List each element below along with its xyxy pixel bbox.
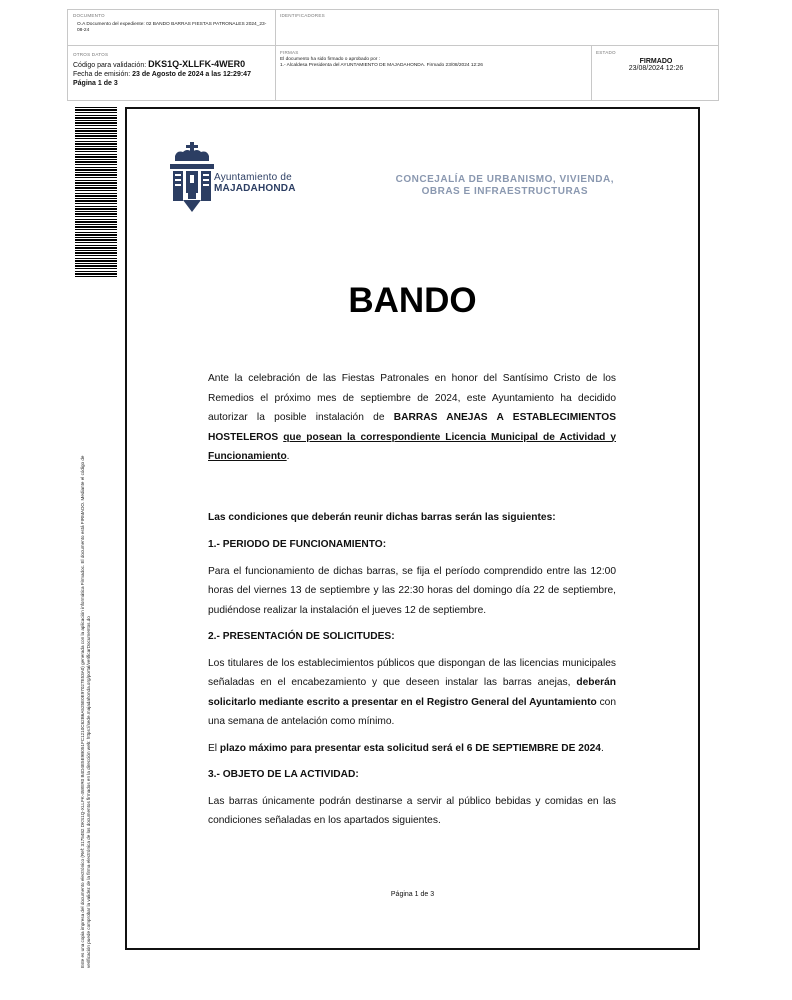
s2-bold1: deberán solicitarlo mediante escrito a presentar en el Registro General del Ayuntamiento bbox=[208, 677, 616, 708]
section3-title: 3.- OBJETO DE LA ACTIVIDAD: bbox=[208, 769, 359, 780]
document-body bbox=[208, 369, 616, 831]
estado-label: ESTADO bbox=[596, 50, 616, 55]
fecha-label: Fecha de emisión: bbox=[73, 71, 131, 78]
section2-paragraph2 bbox=[208, 739, 616, 759]
section2-paragraph1 bbox=[208, 654, 616, 732]
document-page bbox=[125, 107, 700, 950]
page-title: BANDO bbox=[348, 281, 477, 320]
document-metadata-table bbox=[67, 9, 719, 101]
estado-cell bbox=[596, 50, 716, 72]
s2-p2-end: . bbox=[600, 742, 604, 754]
codigo-label: Código para validación: bbox=[73, 62, 147, 69]
pagina-indicator: Página 1 de 3 bbox=[73, 80, 118, 87]
intro-end: . bbox=[286, 451, 290, 462]
barcode-image bbox=[75, 107, 117, 277]
logo-wordmark bbox=[214, 172, 296, 194]
divider bbox=[68, 45, 718, 46]
estado-date: 23/08/2024 12:26 bbox=[628, 65, 684, 72]
s2-p2-bold: plazo máximo para presentar esta solicitud será el 6 DE SEPTIEMBRE DE 2024 bbox=[219, 742, 601, 754]
documento-cell bbox=[73, 13, 268, 34]
concejalia-line1: CONCEJALÍA DE URBANISMO, VIVIENDA, bbox=[395, 174, 614, 185]
firmas-line1: El documento ha sido firmado o aprobado por : bbox=[280, 57, 380, 62]
codigo-validacion bbox=[73, 60, 273, 70]
firmas-cell bbox=[280, 50, 585, 69]
intro-underline: que posean la correspondiente Licencia Municipal de Actividad y Funcionamiento bbox=[208, 431, 616, 462]
concejalia-heading bbox=[396, 174, 614, 198]
otros-datos-cell bbox=[73, 52, 273, 88]
divider bbox=[275, 10, 276, 100]
logo-line2: MAJADAHONDA bbox=[214, 183, 296, 194]
side-text-line1: Este es una copia impresa del documento electrónico (Ref: 3175482 DKS1Q-XLLFK-4WER0 B4D4E5E9B051FC1210C62B6A525E0E97027E53A0) generada con la aplicación informática Firmadoc. El documento está FIRMADO. Mediante el código de bbox=[80, 455, 85, 968]
section2-title: 2.- PRESENTACIÓN DE SOLICITUDES: bbox=[208, 631, 395, 642]
estado-value: FIRMADO bbox=[639, 58, 673, 65]
s2-text2: con una semana de antelación como mínimo. bbox=[208, 696, 616, 727]
s2-text1: Los titulares de los establecimientos públicos que dispongan de las licencias municipales señaladas en el encabezamiento y que deseen instalar las barras anejas, bbox=[208, 657, 616, 688]
conditions-heading: Las condiciones que deberán reunir dichas barras serán las siguientes: bbox=[208, 511, 556, 523]
page-footer: Página 1 de 3 bbox=[390, 891, 435, 898]
fecha-value: 23 de Agosto de 2024 a las 12:29:47 bbox=[132, 71, 251, 78]
intro-text: Ante la celebración de las Fiestas Patronales en honor del Santísimo Cristo de los Remedios el próximo mes de septiembre de 2024, este Ayuntamiento ha decidido autorizar la posible instalación de bbox=[208, 373, 616, 423]
logo-line1: Ayuntamiento de bbox=[214, 172, 292, 183]
divider bbox=[591, 45, 592, 100]
concejalia-line2: OBRAS E INFRAESTRUCTURAS bbox=[421, 186, 589, 197]
documento-label: DOCUMENTO bbox=[73, 13, 105, 18]
firmas-label: FIRMAS bbox=[280, 50, 299, 55]
otros-datos-label: OTROS DATOS bbox=[73, 52, 109, 57]
identificadores-label: IDENTIFICADORES bbox=[280, 13, 325, 18]
documento-value: O.A Documento del expediente: 02 BANDO BARRAS FIESTAS PATRONALES 2024_23-08-24 bbox=[77, 22, 267, 33]
intro-bold: BARRAS ANEJAS A ESTABLECIMIENTOS HOSTELEROS bbox=[208, 412, 616, 443]
identificadores-cell bbox=[280, 13, 580, 18]
fecha-emision bbox=[73, 70, 273, 79]
firmas-line2: 1.- Alcaldesa Presidenta del AYUNTAMIENTO DE MAJADAHONDA. Firmado 23/08/2024 12:26 bbox=[280, 63, 483, 68]
section1-title: 1.- PERIODO DE FUNCIONAMIENTO: bbox=[208, 539, 387, 550]
section3-text: Las barras únicamente podrán destinarse a servir al público bebidas y comidas en las condiciones señaladas en los apartados siguientes. bbox=[208, 795, 616, 826]
section1-text: Para el funcionamiento de dichas barras, se fija el período comprendido entre las 12:00 horas del viernes 13 de septiembre y las 22:30 horas del domingo día 22 de septiembre, pudiéndose realizar la instalación el jueves 12 de septiembre. bbox=[208, 565, 616, 616]
intro-paragraph bbox=[208, 369, 616, 467]
majadahonda-coat-of-arms-icon bbox=[167, 142, 217, 214]
side-text-line2: verificación puede comprobar la validez de la firma electrónica de los documentos firmados en la dirección web: https://sede.majadahonda.org/portal/verificarDocumentos.do bbox=[86, 616, 91, 968]
verification-side-text bbox=[80, 298, 92, 968]
s2-p2-a: El bbox=[208, 742, 220, 754]
codigo-value[interactable]: DKS1Q-XLLFK-4WER0 bbox=[148, 59, 246, 69]
